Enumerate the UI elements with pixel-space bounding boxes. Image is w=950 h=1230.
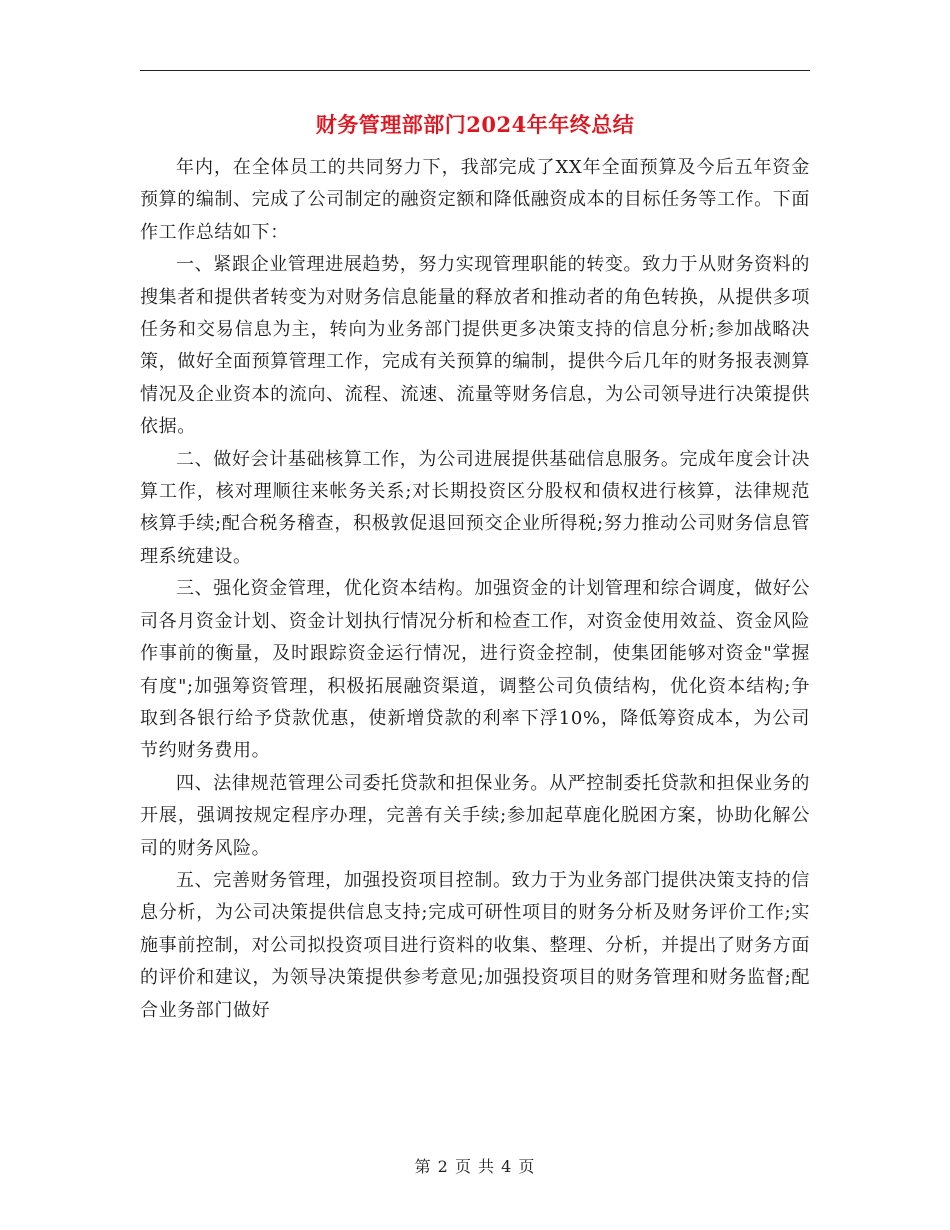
paragraph-section-2: 二、做好会计基础核算工作，为公司进展提供基础信息服务。完成年度会计决算工作，核对理顺往来帐务关系;对长期投资区分股权和债权进行核算，法律规范核算手续;配合税务稽查，积极敦促退回预交企业所得税;努力推动公司财务信息管理系统建设。 <box>140 448 810 567</box>
paragraph-section-3: 三、强化资金管理，优化资本结构。加强资金的计划管理和综合调度，做好公司各月资金计划、资金计划执行情况分析和检查工作，对资金使用效益、资金风险作事前的衡量，及时跟踪资金运行情况，进行资金控制，使集团能够对资金"掌握有度";加强筹资管理，积极拓展融资渠道，调整公司负债结构，优化资本结构;争取到各银行给予贷款优惠，使新增贷款的利率下浮10%，降低筹资成本，为公司节约财务费用。 <box>140 578 810 762</box>
paragraph-section-1: 一、紧跟企业管理进展趋势，努力实现管理职能的转变。致力于从财务资料的搜集者和提供者转变为对财务信息能量的释放者和推动者的角色转换，从提供多项任务和交易信息为主，转向为业务部门提供更多决策支持的信息分析;参加战略决策，做好全面预算管理工作，完成有关预算的编制，提供今后几年的财务报表测算情况及企业资本的流向、流程、流速、流量等财务信息，为公司领导进行决策提供依据。 <box>140 254 810 438</box>
page-number-footer: 第 2 页 共 4 页 <box>414 1157 536 1176</box>
header-rule <box>140 70 810 71</box>
paragraph-section-4: 四、法律规范管理公司委托贷款和担保业务。从严控制委托贷款和担保业务的开展，强调按规定程序办理，完善有关手续;参加起草鹿化脱困方案，协助化解公司的财务风险。 <box>140 772 810 859</box>
paragraph-section-5: 五、完善财务管理，加强投资项目控制。致力于为业务部门提供决策支持的信息分析，为公司决策提供信息支持;完成可研性项目的财务分析及财务评价工作;实施事前控制，对公司拟投资项目进行资料的收集、整理、分析，并提出了财务方面的评价和建议，为领导决策提供参考意见;加强投资项目的财务管理和财务监督;配合业务部门做好 <box>140 869 810 1021</box>
document-body <box>140 152 810 1027</box>
page-title: 财务管理部部门2024年年终总结 <box>315 112 635 137</box>
paragraph-intro: 年内，在全体员工的共同努力下，我部完成了XX年全面预算及今后五年资金预算的编制、完成了公司制定的融资定额和降低融资成本的目标任务等工作。下面作工作总结如下： <box>140 157 810 243</box>
